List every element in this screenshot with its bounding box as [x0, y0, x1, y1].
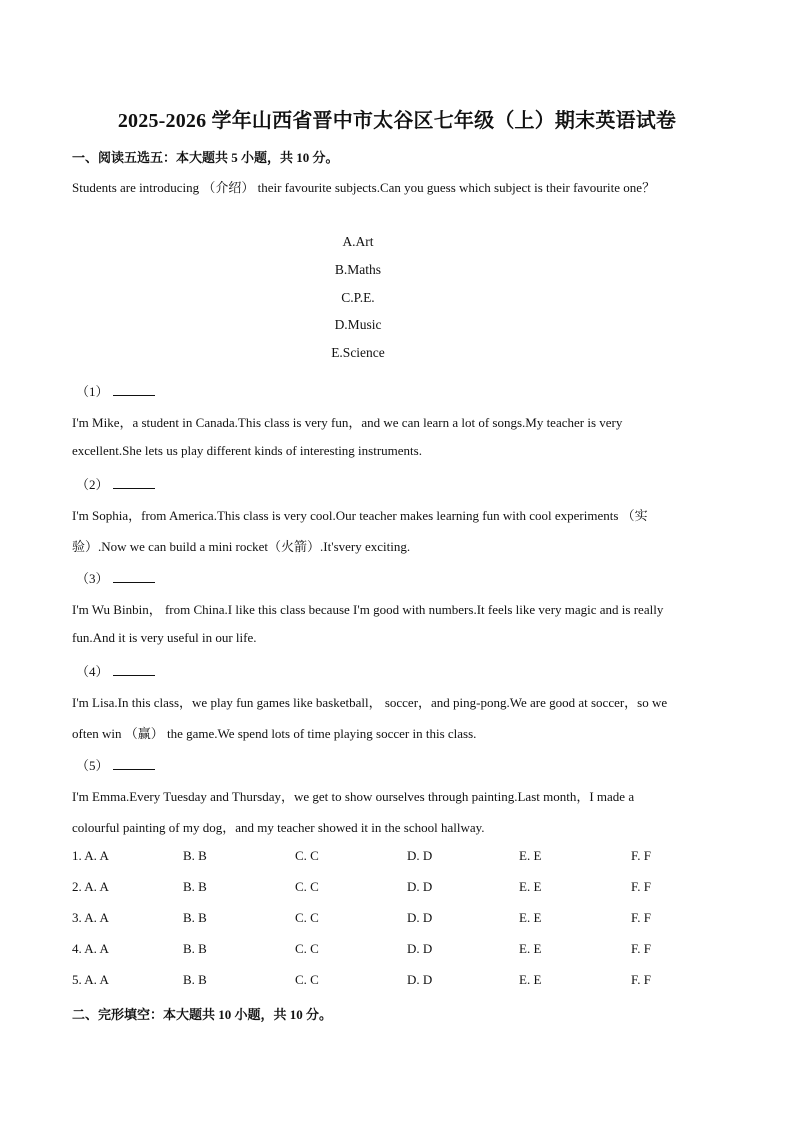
- choice[interactable]: E. E: [519, 910, 542, 925]
- section-1-intro: Students are introducing （介绍） their favourite subjects.Can you guess which subject is their favourite one？: [72, 180, 656, 195]
- question-3-line-2: fun.And it is very useful in our life.: [72, 630, 257, 645]
- choice[interactable]: F. F: [631, 848, 651, 863]
- answer-blank[interactable]: [113, 570, 155, 583]
- choice[interactable]: B. B: [183, 972, 207, 987]
- choice[interactable]: 4. A. A: [72, 941, 109, 956]
- choice[interactable]: 1. A. A: [72, 848, 109, 863]
- option-b: B.Maths: [334, 261, 382, 277]
- question-number-label: （5）: [76, 758, 109, 773]
- choice[interactable]: F. F: [631, 879, 651, 894]
- choice[interactable]: E. E: [519, 848, 542, 863]
- question-number-label: （3）: [76, 571, 109, 586]
- question-number-label: （2）: [76, 477, 109, 492]
- section-2-heading: 二、完形填空：本大题共 10 小题，共 10 分。: [72, 1007, 333, 1022]
- question-4-line-2: often win （赢） the game.We spend lots of time playing soccer in this class.: [72, 726, 477, 741]
- answer-row-1: [72, 848, 712, 866]
- option-a: A.Art: [342, 234, 374, 249]
- choice[interactable]: B. B: [183, 848, 207, 863]
- question-3-line-1: I'm Wu Binbin， from China.I like this class because I'm good with numbers.It feels like very magic and is really: [72, 602, 664, 617]
- answer-blank[interactable]: [113, 663, 155, 676]
- question-3-number: [76, 568, 155, 587]
- choice[interactable]: 3. A. A: [72, 910, 109, 925]
- choice[interactable]: C. C: [295, 879, 319, 894]
- choice[interactable]: 5. A. A: [72, 972, 109, 987]
- choice[interactable]: D. D: [407, 910, 433, 925]
- choice[interactable]: E. E: [519, 941, 542, 956]
- question-4-number: [76, 661, 155, 680]
- question-number-label: （4）: [76, 664, 109, 679]
- choice[interactable]: D. D: [407, 941, 433, 956]
- question-number-label: （1）: [76, 384, 109, 399]
- choice[interactable]: C. C: [295, 941, 319, 956]
- answer-blank[interactable]: [113, 757, 155, 770]
- option-e: E.Science: [331, 345, 385, 361]
- choice[interactable]: 2. A. A: [72, 879, 109, 894]
- choice[interactable]: B. B: [183, 941, 207, 956]
- question-1-number: [76, 381, 155, 400]
- choice[interactable]: D. D: [407, 879, 433, 894]
- choice[interactable]: C. C: [295, 972, 319, 987]
- option-list: [0, 232, 716, 371]
- question-2-line-2: 验）.Now we can build a mini rocket（火箭）.It'svery exciting.: [72, 539, 411, 554]
- answer-row-4: [72, 941, 712, 959]
- choice[interactable]: B. B: [183, 879, 207, 894]
- choice[interactable]: F. F: [631, 972, 651, 987]
- question-5-number: [76, 755, 155, 774]
- choice[interactable]: F. F: [631, 910, 651, 925]
- question-2-number: [76, 474, 155, 493]
- section-1-heading: 一、阅读五选五：本大题共 5 小题，共 10 分。: [72, 150, 339, 165]
- page-title: 2025-2026 学年山西省晋中市太谷区七年级（上）期末英语试卷: [117, 110, 677, 132]
- answer-blank[interactable]: [113, 476, 155, 489]
- choice[interactable]: D. D: [407, 848, 433, 863]
- option-c: C.P.E.: [341, 289, 375, 305]
- choice[interactable]: D. D: [407, 972, 433, 987]
- question-5-line-2: colourful painting of my dog，and my teacher showed it in the school hallway.: [72, 820, 485, 835]
- question-4-line-1: I'm Lisa.In this class，we play fun games like basketball， soccer，and ping-pong.We are good at soccer，so we: [72, 695, 668, 710]
- choice[interactable]: E. E: [519, 972, 542, 987]
- choice[interactable]: C. C: [295, 910, 319, 925]
- answer-row-3: [72, 910, 712, 928]
- answer-blank[interactable]: [113, 383, 155, 396]
- question-5-line-1: I'm Emma.Every Tuesday and Thursday，we get to show ourselves through painting.Last month，I made a: [72, 789, 635, 804]
- option-d: D.Music: [334, 317, 382, 333]
- question-1-line-2: excellent.She lets us play different kinds of interesting instruments.: [72, 443, 422, 458]
- answer-row-2: [72, 879, 712, 897]
- choice[interactable]: E. E: [519, 879, 542, 894]
- answer-row-5: [72, 972, 712, 990]
- choice[interactable]: C. C: [295, 848, 319, 863]
- question-1-line-1: I'm Mike，a student in Canada.This class is very fun，and we can learn a lot of songs.My teacher is very: [72, 415, 623, 430]
- choice[interactable]: B. B: [183, 910, 207, 925]
- question-2-line-1: I'm Sophia，from America.This class is very cool.Our teacher makes learning fun with cool experiments （实: [72, 508, 648, 523]
- choice[interactable]: F. F: [631, 941, 651, 956]
